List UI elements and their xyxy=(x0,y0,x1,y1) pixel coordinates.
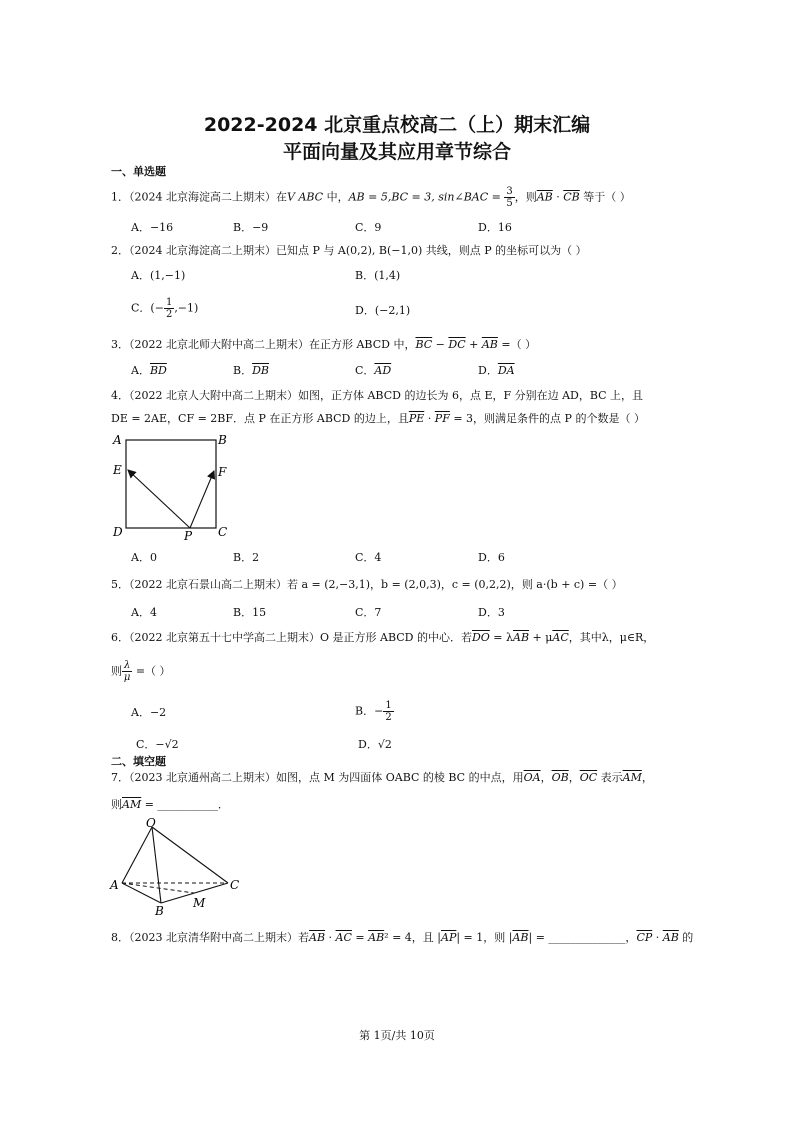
q8-equals: = xyxy=(351,931,369,944)
q3-option-c-label: C． xyxy=(355,364,375,377)
q7-edge-oa xyxy=(122,827,152,883)
q1-dot: · xyxy=(552,190,564,204)
q7-label-b: B xyxy=(155,904,164,918)
q6-then: 则 xyxy=(111,664,122,678)
q8-vector-ac: $\overline{AC}$ xyxy=(335,931,352,944)
question-7-line-1 xyxy=(111,770,653,786)
q7-label-o: O xyxy=(146,816,156,830)
q4-option-a[interactable]: A．0 xyxy=(131,551,157,564)
page-title: 2022-2024 北京重点校高二（上）期末汇编 xyxy=(203,114,591,136)
q7-text: 7．（2023 北京通州高二上期末）如图，点 M 为四面体 OABC 的棱 BC 的中点，用 xyxy=(111,771,524,784)
q7-sep-2: ， xyxy=(568,771,580,784)
q1-number: 1． xyxy=(111,190,129,204)
q7-label-m: M xyxy=(193,896,206,910)
q4-vector-pe-line xyxy=(128,470,190,528)
q8-text-2: = 4，且 | xyxy=(388,931,441,944)
q6-option-b-label: B．− xyxy=(355,704,384,718)
q8-text-3: | = 1，则 | xyxy=(456,931,513,944)
q4-label-c: C xyxy=(218,525,228,539)
q2-option-c-num: 1 xyxy=(165,297,173,308)
q1-option-c[interactable]: C．9 xyxy=(355,221,382,234)
q2-option-a[interactable]: A．(1,−1) xyxy=(131,269,186,282)
q5-option-c[interactable]: C．7 xyxy=(355,606,382,619)
q6-option-b[interactable] xyxy=(355,700,394,723)
q3-option-d-label: D． xyxy=(478,364,498,377)
q6-option-b-num: 1 xyxy=(385,700,392,711)
q2-option-c-post: ,−1) xyxy=(174,301,199,315)
q3-option-a[interactable] xyxy=(131,363,167,379)
q4-option-d[interactable]: D．6 xyxy=(478,551,505,564)
q6-mu: + μ xyxy=(529,631,553,644)
q1-option-b[interactable]: B．−9 xyxy=(233,221,269,234)
q7-tetrahedron-figure xyxy=(108,815,248,920)
q8-vector-ab-sq: $\overline{AB}$ xyxy=(368,931,385,944)
q7-edge-ob xyxy=(152,827,161,903)
q8-dot-1: · xyxy=(325,931,336,944)
q6-tail: =（ ） xyxy=(132,664,171,678)
q6-fraction-den: μ xyxy=(123,672,131,683)
q3-option-d-vector: $\overline{DA}$ xyxy=(497,364,515,377)
q1-fraction-den: 5 xyxy=(506,198,513,209)
q2-option-d[interactable]: D．(−2,1) xyxy=(355,304,411,317)
q7-vector-am: $\overline{AM}$ xyxy=(622,771,642,784)
q6-lambda: = λ xyxy=(489,631,513,644)
page-subtitle: 平面向量及其应用章节综合 xyxy=(282,141,511,163)
page-footer: 第 1页/共 10页 xyxy=(359,1029,435,1042)
q1-vector-cb: $\overline{CB}$ xyxy=(563,190,580,204)
section-heading-single-choice: 一、单选题 xyxy=(111,165,166,178)
q4-vector-pe: $\overline{PE}$ xyxy=(408,412,425,425)
q7-vector-ob: $\overline{OB}$ xyxy=(551,771,569,784)
q4-label-d: D xyxy=(113,525,123,539)
q8-vector-cp: $\overline{CP}$ xyxy=(636,931,653,944)
q1-option-d[interactable]: D．16 xyxy=(478,221,512,234)
q1-vector-ab: $\overline{AB}$ xyxy=(536,190,553,204)
q6-text: 6．（2022 北京第五十七中学高二上期末）O 是正方形 ABCD 的中心．若 xyxy=(111,631,472,644)
q6-vector-ac: $\overline{AC}$ xyxy=(552,631,569,644)
q6-fraction xyxy=(122,660,132,683)
q4-square xyxy=(126,440,216,528)
q6-option-a[interactable]: A．−2 xyxy=(131,706,167,719)
q1-then: ，则 xyxy=(514,190,537,204)
q1-source: （2024 北京海淀高二上期末）在 xyxy=(129,190,287,204)
q4-label-e: E xyxy=(113,463,122,477)
q6-option-c[interactable]: C．−√2 xyxy=(136,738,179,751)
q8-vector-ab-2: $\overline{AB}$ xyxy=(662,931,679,944)
q2-option-c[interactable] xyxy=(131,297,198,320)
q3-vector-ab: $\overline{AB}$ xyxy=(481,338,498,351)
q3-plus: + xyxy=(465,338,482,351)
q2-option-c-den: 2 xyxy=(165,309,173,320)
q4-label-f: F xyxy=(218,465,227,479)
q1-option-a[interactable]: A．−16 xyxy=(131,221,174,234)
q2-option-c-fraction xyxy=(164,297,174,320)
q8-text: 8．（2023 北京清华附中高二上期末）若 xyxy=(111,931,309,944)
q3-minus: − xyxy=(432,338,449,351)
question-1 xyxy=(111,186,631,209)
question-8 xyxy=(111,930,693,946)
q5-option-d[interactable]: D．3 xyxy=(478,606,505,619)
q3-option-b-vector: $\overline{DB}$ xyxy=(252,364,269,377)
q4-vector-pf-line xyxy=(190,471,214,528)
q7-sep-1: ， xyxy=(540,771,552,784)
q1-fraction xyxy=(504,186,514,209)
q4-option-b[interactable]: B．2 xyxy=(233,551,260,564)
q8-dot-2: · xyxy=(652,931,663,944)
question-6-line-1 xyxy=(111,630,654,646)
q8-square: ² xyxy=(384,931,389,944)
question-2: 2．（2024 北京海淀高二上期末）已知点 P 与 A(0,2), B(−1,0) 共线，则点 P 的坐标可以为（ ） xyxy=(111,244,587,257)
question-4-line-1: 4．（2022 北京人大附中高二上期末）如图，正方体 ABCD 的边长为 6，点 E，F 分别在边 AD，BC 上，且 xyxy=(111,389,644,402)
q3-option-b[interactable] xyxy=(233,363,269,379)
question-7-line-2 xyxy=(111,797,229,813)
q8-vector-ab: $\overline{AB}$ xyxy=(309,931,326,944)
section-heading-fill-blank: 二、填空题 xyxy=(111,755,166,768)
q3-tail: =（ ） xyxy=(497,338,537,351)
q7-end: ， xyxy=(641,771,653,784)
q4-text: DE = 2AE，CF = 2BF．点 P 在正方形 ABCD 的边上，且 xyxy=(111,412,409,425)
q4-dot: · xyxy=(424,412,435,425)
q3-option-c[interactable] xyxy=(355,363,391,379)
q4-square-figure xyxy=(108,430,238,542)
q7-label-c: C xyxy=(230,878,240,892)
question-4-line-2 xyxy=(111,411,645,427)
q7-then: 则 xyxy=(111,798,122,811)
q7-vector-oa: $\overline{OA}$ xyxy=(523,771,541,784)
q3-option-d[interactable] xyxy=(478,363,515,379)
q6-text-end: ，其中λ，μ∈R， xyxy=(568,631,655,644)
q6-fraction-num: λ xyxy=(124,660,131,671)
q5-option-a[interactable]: A．4 xyxy=(131,606,157,619)
question-6-line-2 xyxy=(111,660,171,683)
question-5: 5．（2022 北京石景山高二上期末）若 a = (2,−3,1)，b = (2,0,3)，c = (0,2,2)，则 a·(b + c) =（ ） xyxy=(111,578,623,591)
q7-vector-am-answer: $\overline{AM}$ xyxy=(122,798,142,811)
q3-option-b-label: B． xyxy=(233,364,253,377)
q7-edge-ab xyxy=(122,883,161,903)
q6-option-b-fraction xyxy=(383,700,393,723)
q7-answer-blank[interactable]: = ___________． xyxy=(141,798,229,811)
q1-tail: 等于（ ） xyxy=(579,190,631,204)
q4-label-p: P xyxy=(184,529,193,542)
q3-option-c-vector: $\overline{AD}$ xyxy=(374,364,392,377)
q4-text-end: = 3，则满足条件的点 P 的个数是（ ） xyxy=(449,412,645,425)
q1-triangle: V ABC xyxy=(287,190,324,204)
q3-option-a-label: A． xyxy=(131,364,150,377)
q1-condition: AB = 5,BC = 3, sin∠BAC = xyxy=(348,190,505,204)
q2-option-c-pre: (− xyxy=(150,301,164,315)
q2-option-b[interactable]: B．(1,4) xyxy=(355,269,401,282)
q2-option-c-label: C． xyxy=(131,301,151,315)
q1-text: 中， xyxy=(323,190,349,204)
q6-option-b-den: 2 xyxy=(385,712,392,723)
q7-vector-oc: $\overline{OC}$ xyxy=(579,771,598,784)
q4-option-c[interactable]: C．4 xyxy=(355,551,382,564)
q7-represent: 表示 xyxy=(597,771,623,784)
q6-vector-do: $\overline{DO}$ xyxy=(471,631,490,644)
q6-vector-ab: $\overline{AB}$ xyxy=(513,631,530,644)
q4-vector-pf: $\overline{PF}$ xyxy=(434,412,450,425)
q8-vector-ab-abs: $\overline{AB}$ xyxy=(512,931,529,944)
q3-text: 3．（2022 北京北师大附中高二上期末）在正方形 ABCD 中， xyxy=(111,338,416,351)
q5-option-b[interactable]: B．15 xyxy=(233,606,267,619)
q3-vector-bc: $\overline{BC}$ xyxy=(415,338,433,351)
q7-label-a: A xyxy=(110,878,119,892)
q4-label-b: B xyxy=(218,433,227,447)
q7-edge-oc xyxy=(152,827,228,883)
q8-answer-blank[interactable]: | = ______________， xyxy=(528,931,637,944)
q3-option-a-vector: $\overline{BD}$ xyxy=(149,364,167,377)
q3-vector-dc: $\overline{DC}$ xyxy=(448,338,466,351)
q6-option-d[interactable]: D．√2 xyxy=(358,738,392,751)
q8-vector-ap: $\overline{AP}$ xyxy=(441,931,457,944)
question-3 xyxy=(111,337,536,353)
q1-fraction-num: 3 xyxy=(506,186,513,197)
q8-end: 的 xyxy=(678,931,694,944)
q4-label-a: A xyxy=(113,433,122,447)
